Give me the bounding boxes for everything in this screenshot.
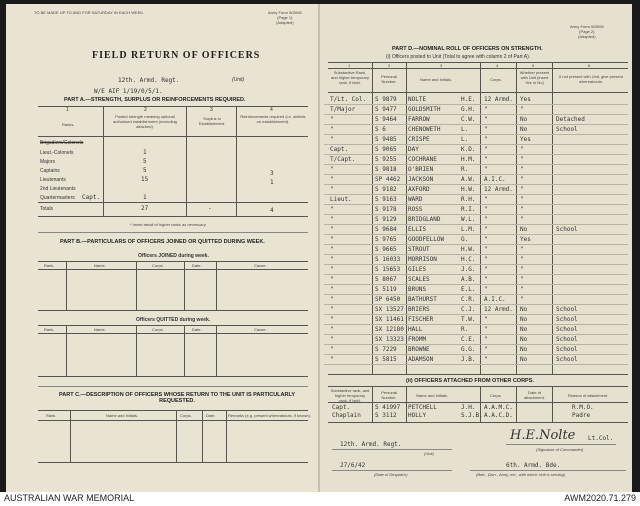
officer-rank: " [330,316,334,323]
officer-rank: " [330,136,334,143]
rank-label: 2nd Lieutenants [40,186,76,192]
officer-surname: GOODFELLOW [408,236,445,243]
officer-whereabouts: School [556,126,578,133]
formation-label: (Bde., Divn., Army, etc., with which Unit is serving) [476,472,565,477]
row-rule [324,274,628,275]
officer-initials: H.E. [461,96,476,103]
row-rule [324,164,628,165]
officer-rank: " [330,206,334,213]
officer-initials: W.L. [461,216,476,223]
officer-rank: " [330,336,334,343]
officer-surname: MORRISON [408,256,437,263]
officer-rank: " [330,286,334,293]
officer-whereabouts: School [556,306,578,313]
officer-number: S 9765 [375,236,397,243]
right-page: Army Form W3008 (Page 2) (Adapted) PART D.—NOMINAL ROLL OF OFFICERS ON STRENGTH. (i) Officers posted to Unit (Total to agree with column 2 of Part A). 1 2 3 4 5 6 Substantive Rank, and higher temporary rank, if held. Personal Number. Name and Initials. Corps. Whether present with Unit (insert Yes or No) If not present with Unit, give present whereabouts. T/Lt. Col. S 9879 NOLTE H.E. 12 Armd. Yes T/Major S 9477 GOLDSMITH G.H. " " " S 9464 FARROW C.W. " No Detached " S 6 CHENOWETH L. " No School " S 9485 CRISPE L. " Yes Capt. S 9065 DAY K.D. " " T/Capt. S 9255 COCHRANE H.M. " " " S 9818 O'BRIEN R. " " " SP 4462 JACKSON A.W. A.I.C. " " S 9182 AXFORD H.W. 12 Armd. " Lieut. S 9163 WARD R.H. " " " S 9178 ROSS R.I. " " " S 9129 BRIDGLAND W.L. " " " S 9684 ELLIS L.M. " No School " S 9765 GOODFELLOW G. " Yes " S 9665 STROUT H.W. " " " S 16033 MORRISON H.C. " " " S 15653 GILES J.G. " " " S 8067 SCALES A.B. " " " S 5119 BRUNS E.L. " " " SP 6450 BATHURST C.R. A.I.C. " " SX 13527 BRIERS C.J. 12 Armd. No School " SX 11461 FISCHER T.W. " No School " SX 12180 HALL R. " No School " SX 13323 FROMM C.E. " No School " S 7229 BROWNE G.G. " No School " S 5815 ADAMSON J.B. " No School (ii) OFFICERS ATTACHED FROM OTHER CORPS. Substantive rank, and higher temporary rank, if held. Personal Number. Name and Initials. Corps. Date of attachment. Reason of attachment. Capt. S 41997 PETCHELL J.H. A.A.M.C. R.M.O. Chaplain S 3112 HOLLY S.J.B. A.A.C.D. Padre H.E.Nolte Lt.Col. (Signature of Commander) 12th. Armd. Regt. (Unit) 27/6/42 (Date of Despatch) 6th. Armd. Bde. (Bde., Divn., Army, etc., with which Unit is serving) [320,4,632,492]
officer-initials: K.D. [461,146,476,153]
officer-initials: R.I. [461,206,476,213]
archive-id: AWM2020.71.279 [564,493,636,503]
officer-whereabouts: School [556,226,578,233]
unit-label: (Unit) [424,451,434,456]
officer-number: S 7229 [375,346,397,353]
signature-label: (Signature of Commander) [536,447,584,452]
commander-signature: H.E.Nolte [510,428,576,443]
officer-present: " [520,286,524,293]
officer-corps: " [484,226,488,233]
officer-whereabouts: School [556,336,578,343]
officer-rank: T/Lt. Col. [330,96,367,103]
strength-value: 5 [143,167,147,174]
officer-corps: 12 Armd. [484,186,513,193]
officer-present: No [520,226,528,233]
rank-label: Majors [40,159,56,165]
row-rule [324,314,628,315]
attached-surname: PETCHELL [408,404,437,411]
row-rule [324,124,628,125]
officer-corps: " [484,286,488,293]
officer-corps: A.I.C. [484,296,506,303]
officer-present: " [520,206,524,213]
officer-rank: " [330,116,334,123]
row-rule [324,174,628,175]
joined-title: Officers JOINED during week. [138,253,209,259]
reinforcement-value: 1 [270,179,274,186]
reinforcement-total: 4 [270,207,274,214]
officer-whereabouts: School [556,356,578,363]
officer-corps: " [484,206,488,213]
officer-number: SX 13323 [375,336,404,343]
part-c-title: PART C.—DESCRIPTION OF OFFICERS WHOSE RETURN TO THE UNIT IS PARTICULARLY REQUESTED. [59,392,295,404]
attached-title: (ii) OFFICERS ATTACHED FROM OTHER CORPS. [406,378,534,384]
officer-corps: " [484,266,488,273]
strength-total: 27 [141,205,149,212]
officer-initials: E.L. [461,286,476,293]
officer-initials: C.R. [461,296,476,303]
officer-initials: T.W. [461,316,476,323]
officer-corps: " [484,216,488,223]
officer-present: " [520,156,524,163]
archive-footer [0,492,640,506]
officer-present: No [520,316,528,323]
officer-initials: R. [461,326,469,333]
quartermaster-rank: Capt. [82,194,101,201]
officer-rank: " [330,186,334,193]
officer-corps: 12 Armd. [484,96,513,103]
totals-label: Totals [40,206,54,212]
officer-surname: BROWNE [408,346,430,353]
col-header-strength: Posted strength meaning optional authorised establishment (excluding attached). [113,114,177,129]
officer-number: SP 4462 [375,176,401,183]
officer-present: " [520,296,524,303]
officer-surname: BATHURST [408,296,437,303]
officer-present: " [520,266,524,273]
officer-corps: " [484,196,488,203]
officer-rank: Lieut. [330,196,352,203]
officer-surname: WARD [408,196,423,203]
officer-surname: DAY [408,146,419,153]
form-reference: Army Form W3008 (Page 1) (Adapted) [268,10,302,25]
row-rule [324,344,628,345]
strength-value: 5 [143,158,147,165]
officer-whereabouts: School [556,326,578,333]
officer-surname: BRIDGLAND [408,216,441,223]
officer-present: " [520,196,524,203]
row-rule [324,284,628,285]
strength-value: 1 [143,149,147,156]
officer-present: " [520,246,524,253]
officer-present: Yes [520,236,531,243]
officer-surname: GOLDSMITH [408,106,441,113]
officer-corps: A.I.C. [484,176,506,183]
officer-number: S 9818 [375,166,397,173]
officer-rank: " [330,256,334,263]
officer-number: S 16033 [375,256,401,263]
officer-surname: SCALES [408,276,430,283]
attached-number: S 3112 [375,412,397,419]
officer-surname: JACKSON [408,176,434,183]
officer-initials: G. [461,236,469,243]
attached-initials: S.J.B. [461,412,483,419]
officer-rank: " [330,216,334,223]
officer-corps: " [484,276,488,283]
officer-surname: COCHRANE [408,156,437,163]
attached-reason: Padre [572,412,591,419]
officer-number: SX 12180 [375,326,404,333]
officer-corps: " [484,236,488,243]
officer-number: S 9684 [375,226,397,233]
officer-initials: C.E. [461,336,476,343]
officer-rank: " [330,226,334,233]
officer-surname: CHENOWETH [408,126,441,133]
officer-number: SX 11461 [375,316,404,323]
officer-present: No [520,346,528,353]
officer-rank: T/Capt. [330,156,356,163]
officer-corps: " [484,256,488,263]
col-header-surplus: Surplus to Establishment. [198,116,226,126]
row-rule [324,134,628,135]
attached-corps: A.A.M.C. [484,404,513,411]
officer-rank: " [330,246,334,253]
row-rule [324,264,628,265]
row-rule [324,244,628,245]
officer-present: " [520,216,524,223]
officer-present: No [520,336,528,343]
officer-number: S 9129 [375,216,397,223]
officer-present: " [520,166,524,173]
unit-name: 12th. Armd. Regt. [340,441,402,448]
officer-surname: FISCHER [408,316,434,323]
officer-present: No [520,126,528,133]
officer-number: S 9879 [375,96,397,103]
officer-whereabouts: School [556,346,578,353]
officer-corps: " [484,316,488,323]
officer-whereabouts: Detached [556,116,585,123]
officer-surname: AXFORD [408,186,430,193]
officer-corps: " [484,346,488,353]
officer-initials: G.G. [461,346,476,353]
top-note: TO BE MADE UP TO AND FOR SATURDAY IN EACH WEEK. [34,10,145,15]
officer-number: S 5815 [375,356,397,363]
attached-corps: A.A.C.D. [484,412,513,419]
officer-surname: ROSS [408,206,423,213]
officer-number: S 9182 [375,186,397,193]
officer-initials: A.W. [461,176,476,183]
row-rule [324,114,628,115]
unit-label: (Unit) [232,77,245,83]
officer-number: S 5119 [375,286,397,293]
row-rule [324,144,628,145]
officer-corps: " [484,336,488,343]
officer-initials: L. [461,136,469,143]
officer-initials: G.H. [461,106,476,113]
row-rule [324,224,628,225]
officer-surname: GILES [408,266,427,273]
archive-name: AUSTRALIAN WAR MEMORIAL [4,493,135,503]
col-header-ranks: Ranks. [62,122,75,127]
attached-initials: J.H. [461,404,476,411]
officer-surname: ADAMSON [408,356,434,363]
page-title: FIELD RETURN OF OFFICERS [92,50,261,61]
attached-reason: R.M.O. [572,404,594,411]
row-rule [324,364,628,365]
row-rule [324,254,628,255]
surplus-total: - [208,205,212,212]
officer-surname: NOLTE [408,96,427,103]
attached-rank: Chaplain [332,412,361,419]
officer-number: S 15653 [375,266,401,273]
officer-initials: H.W. [461,246,476,253]
officer-surname: HALL [408,326,423,333]
officer-initials: C.J. [461,306,476,313]
formation-name: 6th. Armd. Bde. [506,462,561,469]
rank-label: Lieutenants [40,177,66,183]
officer-number: S 9477 [375,106,397,113]
officer-surname: STROUT [408,246,430,253]
form-reference: Army Form W3008 (Page 2) (Adapted) [570,24,604,39]
footnote: * Insert detail of higher ranks as necessary. [130,222,207,227]
officer-corps: 12 Armd. [484,306,513,313]
officer-rank: " [330,276,334,283]
officer-corps: " [484,156,488,163]
attached-number: S 41997 [375,404,401,411]
officer-initials: H.W. [461,186,476,193]
quitted-title: Officers QUITTED during week. [136,317,211,323]
officer-number: S 9485 [375,136,397,143]
officer-corps: " [484,116,488,123]
attached-surname: HOLLY [408,412,427,419]
officer-number: S 8067 [375,276,397,283]
signature-rank: Lt.Col. [588,435,614,442]
row-rule [324,334,628,335]
officer-rank: " [330,356,334,363]
officer-present: No [520,306,528,313]
officer-initials: J.B. [461,356,476,363]
officer-number: S 9163 [375,196,397,203]
officer-corps: " [484,166,488,173]
rank-label: Captains [40,168,60,174]
officer-present: " [520,186,524,193]
row-rule [324,304,628,305]
officer-initials: H.M. [461,156,476,163]
row-rule [324,294,628,295]
officer-initials: L. [461,126,469,133]
officer-surname: CRISPE [408,136,430,143]
officer-number: S 6 [375,126,386,133]
reference-number: W/E AIF 1/19/0/5/1. [94,88,163,95]
officer-initials: H.C. [461,256,476,263]
officer-rank: " [330,296,334,303]
officer-initials: C.W. [461,116,476,123]
row-rule [324,194,628,195]
officer-present: " [520,256,524,263]
officer-surname: O'BRIEN [408,166,434,173]
officer-number: S 9065 [375,146,397,153]
row-rule [324,324,628,325]
row-rule [324,104,628,105]
officer-present: No [520,356,528,363]
officer-present: " [520,146,524,153]
officer-initials: A.B. [461,276,476,283]
officer-rank: " [330,326,334,333]
strength-value: 1 [143,194,147,201]
col-header-reinforcements: Reinforcements required (i.e. deficits on establishment). [240,114,306,124]
officer-corps: " [484,326,488,333]
row-rule [324,214,628,215]
officer-corps: " [484,106,488,113]
unit-name: 12th. Armd. Regt. [118,77,180,84]
part-d-subtitle: (i) Officers posted to Unit (Total to agree with column 2 of Part A). [386,54,531,60]
officer-present: No [520,326,528,333]
officer-corps: " [484,356,488,363]
officer-initials: J.G. [461,266,476,273]
officer-rank: Capt. [330,146,349,153]
rank-label: Lieut.-Colonels [40,150,74,156]
officer-surname: BRUNS [408,286,427,293]
officer-surname: BRIERS [408,306,430,313]
row-rule [324,154,628,155]
strength-value: 15 [141,176,149,183]
officer-corps: " [484,136,488,143]
officer-corps: " [484,126,488,133]
left-page: TO BE MADE UP TO AND FOR SATURDAY IN EACH WEEK. Army Form W3008 (Page 1) (Adapted) FIELD RETURN OF OFFICERS 12th. Armd. Regt. (Unit) W/E AIF 1/19/0/5/1. PART A.—STRENGTH, SURPLUS OR REINFORCEMENTS REQUIRED. 1 2 3 4 Ranks. Posted strength meaning optional authorised establishment (excluding attached). Surplus to Establishment. Reinforcements required (i.e. deficits on establishment). Brigadiers/Colonels Lieut.-Colonels Majors Captains Lieutenants 2nd Lieutenants Quartermasters Capt. Totals 1 5 5 15 1 27 - 3 1 4 * Insert detail of higher ranks as necessary. PART B.—PARTICULARS OF OFFICERS JOINED OR QUITTED DURING WEEK. Officers JOINED during week. Rank. Name. Corps. Date. Cause. Officers QUITTED during week. Rank. Name. Corps. Date. Cause. PART C.—DESCRIPTION OF OFFICERS WHOSE RETURN TO THE UNIT IS PARTICULARLY REQUESTED. Rank. Name and Initials. Corps. Date. Remarks (e.g. present whereabouts, if known). [6,4,318,492]
row-rule [324,184,628,185]
row-rule [324,204,628,205]
rank-label: Brigadiers/Colonels [40,140,84,146]
officer-corps: " [484,246,488,253]
officer-present: Yes [520,136,531,143]
officer-rank: " [330,236,334,243]
officer-whereabouts: School [556,316,578,323]
officer-rank: T/Major [330,106,356,113]
row-rule [324,354,628,355]
officer-surname: ELLIS [408,226,427,233]
officer-number: S 9665 [375,246,397,253]
officer-present: No [520,116,528,123]
officer-rank: " [330,266,334,273]
part-a-title: PART A.—STRENGTH, SURPLUS OR REINFORCEMENTS REQUIRED. [64,97,246,103]
reinforcement-value: 3 [270,170,274,177]
despatch-date: 27/6/42 [340,462,366,469]
officer-number: SX 13527 [375,306,404,313]
officer-initials: R.H. [461,196,476,203]
officer-present: " [520,176,524,183]
officer-number: SP 6450 [375,296,401,303]
officer-present: " [520,276,524,283]
officer-initials: L.M. [461,226,476,233]
officer-rank: " [330,126,334,133]
officer-rank: " [330,176,334,183]
officer-surname: FROMM [408,336,427,343]
part-d-title: PART D.—NOMINAL ROLL OF OFFICERS ON STRENGTH. [392,46,543,52]
officer-rank: " [330,306,334,313]
part-b-title: PART B.—PARTICULARS OF OFFICERS JOINED OR QUITTED DURING WEEK. [60,239,265,245]
attached-rank: Capt. [332,404,351,411]
officer-rank: " [330,166,334,173]
rank-label: Quartermasters [40,195,75,201]
officer-number: S 9255 [375,156,397,163]
officer-number: S 9464 [375,116,397,123]
officer-initials: R. [461,166,469,173]
date-label: (Date of Despatch) [374,472,408,477]
officer-number: S 9178 [375,206,397,213]
officer-present: " [520,106,524,113]
row-rule [324,234,628,235]
officer-corps: " [484,146,488,153]
officer-rank: " [330,346,334,353]
officer-present: Yes [520,96,531,103]
officer-surname: FARROW [408,116,430,123]
